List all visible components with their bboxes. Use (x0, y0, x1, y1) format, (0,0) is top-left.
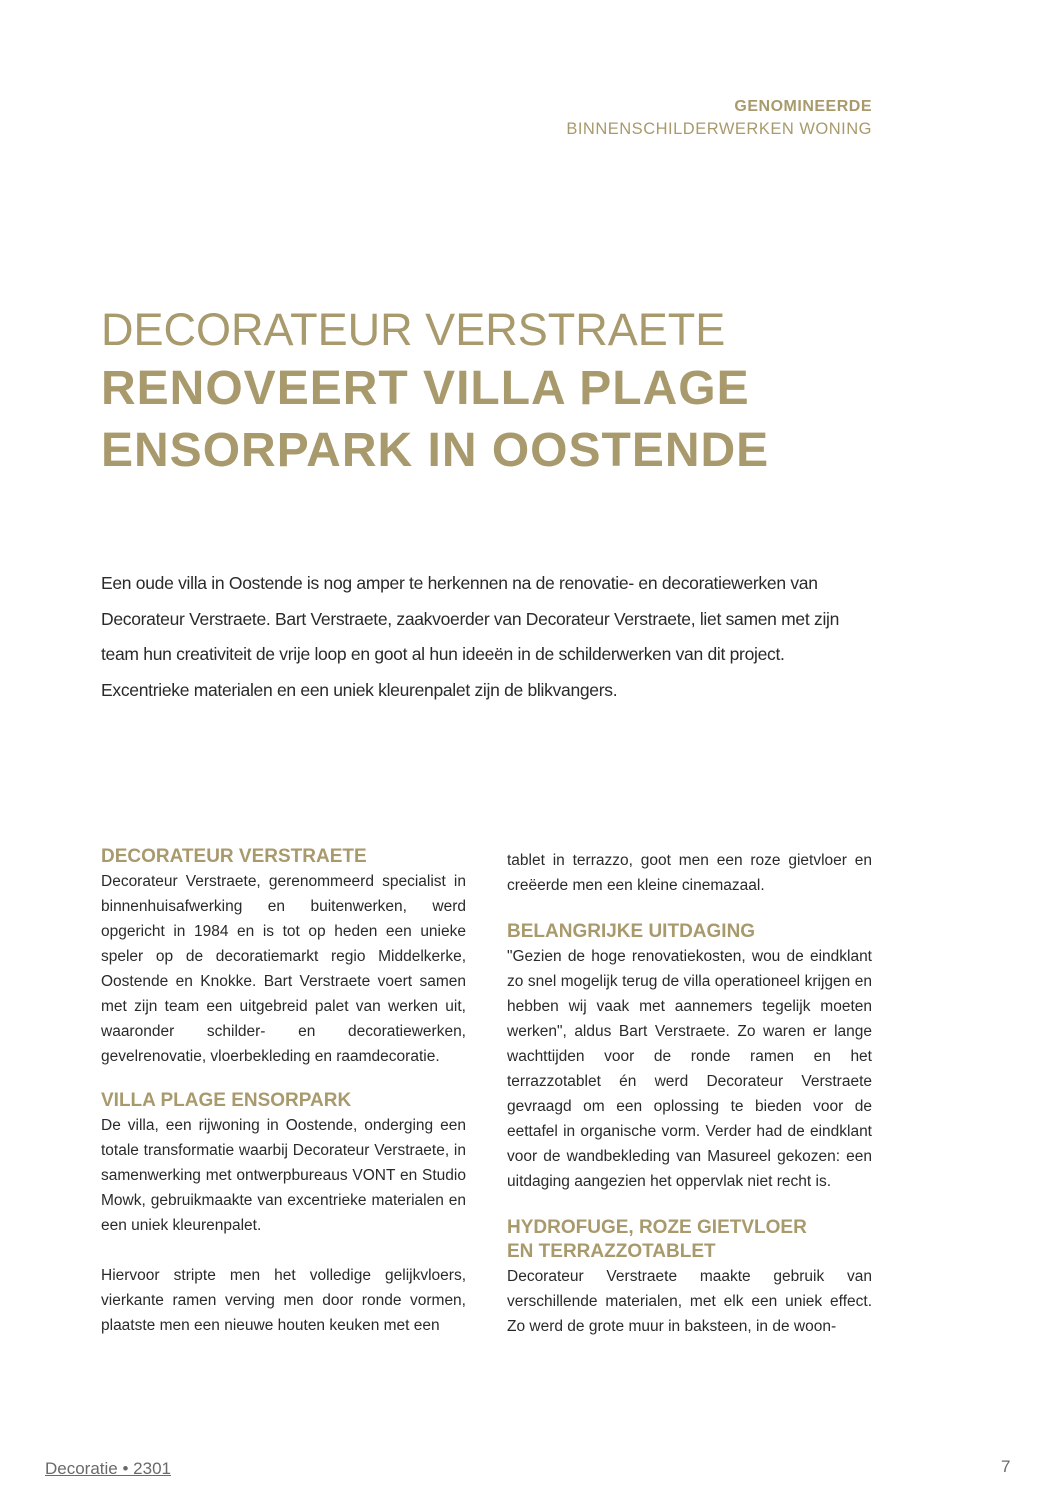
intro-paragraph: Een oude villa in Oostende is nog amper te herkennen na de renovatie- en decoratiewerken van Decorateur Verstraete. Bart Verstraete, zaakvoerder van Decorateur Verstraete, liet samen met zijn team hun creativiteit de vrije loop en goot al hun ideeën in de schilderwerken van dit project. Excentrieke materialen en een uniek kleurenpalet zijn de blikvangers. (101, 573, 840, 700)
category-line-nominated: GENOMINEERDE (734, 98, 872, 115)
category-line-award: BINNENSCHILDERWERKEN WONING (566, 120, 872, 138)
section-heading-hydrofuge-line-2: EN TERRAZZOTABLET (507, 1241, 716, 1262)
section-heading-uitdaging: BELANGRIJKE UITDAGING (507, 921, 756, 942)
article-headline (101, 302, 961, 482)
section-heading-decorateur: DECORATEUR VERSTRAETE (101, 846, 367, 867)
headline-line-3: ENSORPARK IN OOSTENDE (101, 424, 770, 477)
headline-line-1: DECORATEUR VERSTRAETE (101, 304, 726, 355)
section-heading-hydrofuge-line-1: HYDROFUGE, ROZE GIETVLOER (507, 1217, 807, 1238)
section-body-decorateur: Decorateur Verstraete, gerenommeerd specialist in binnenhuisafwerking en buitenwerken, werd opgericht in 1984 en is tot op heden een unieke speler op de decoratiemarkt regio Middelkerke, Oostende en Knokke. Bart Verstraete voert samen met zijn team een uitgebreid palet van werken uit, waaronder schilder- en decoratiewerken, gevelrenovatie, vloerbekleding en raamdecoratie. (101, 873, 466, 1065)
section-heading-villa: VILLA PLAGE ENSORPARK (101, 1090, 352, 1111)
publication-link[interactable]: Decoratie • 2301 (45, 1459, 171, 1478)
section-body-villa: De villa, een rijwoning in Oostende, onderging een totale transformatie waarbij Decorateur Verstraete, in samenwerking met ontwerpbureaus VONT en Studio Mowk, gebruikmaakte van excentrieke materialen en een uniek kleurenpalet. (101, 1117, 466, 1234)
left-column (101, 845, 466, 1338)
headline-line-2: RENOVEERT VILLA PLAGE (101, 362, 750, 415)
section-body-hydrofuge: Decorateur Verstraete maakte gebruik van verschillende materialen, met elk een uniek effect. Zo werd de grote muur in baksteen, in de woon- (507, 1268, 872, 1335)
section-body-uitdaging: "Gezien de hoge renovatiekosten, wou de eindklant zo snel mogelijk terug de villa operationeel krijgen en hebben wij vaak met aannemers tegelijk moeten werken", aldus Bart Verstraete. Zo waren er lange wachttijden voor de ronde ramen en het terrazzotablet én werd Decorateur Verstraete gevraagd om een oplossing te bieden voor de eettafel in organische vorm. Verder had de eindklant voor de wandbekleding van Masureel gekozen: een uitdaging aangezien het oppervlak niet recht is. (507, 948, 872, 1190)
category-label (566, 96, 872, 140)
section-body-continuation: tablet in terrazzo, goot men een roze gietvloer en creëerde men een kleine cinemazaal. (507, 852, 872, 894)
section-body-villa-continued: Hiervoor stripte men het volledige gelijkvloers, vierkante ramen verving men door ronde vormen, plaatste men een nieuwe houten keuken met een (101, 1267, 466, 1334)
page-number: 7 (1001, 1457, 1011, 1476)
right-column (507, 848, 872, 1339)
section-heading-hydrofuge (507, 1216, 872, 1264)
